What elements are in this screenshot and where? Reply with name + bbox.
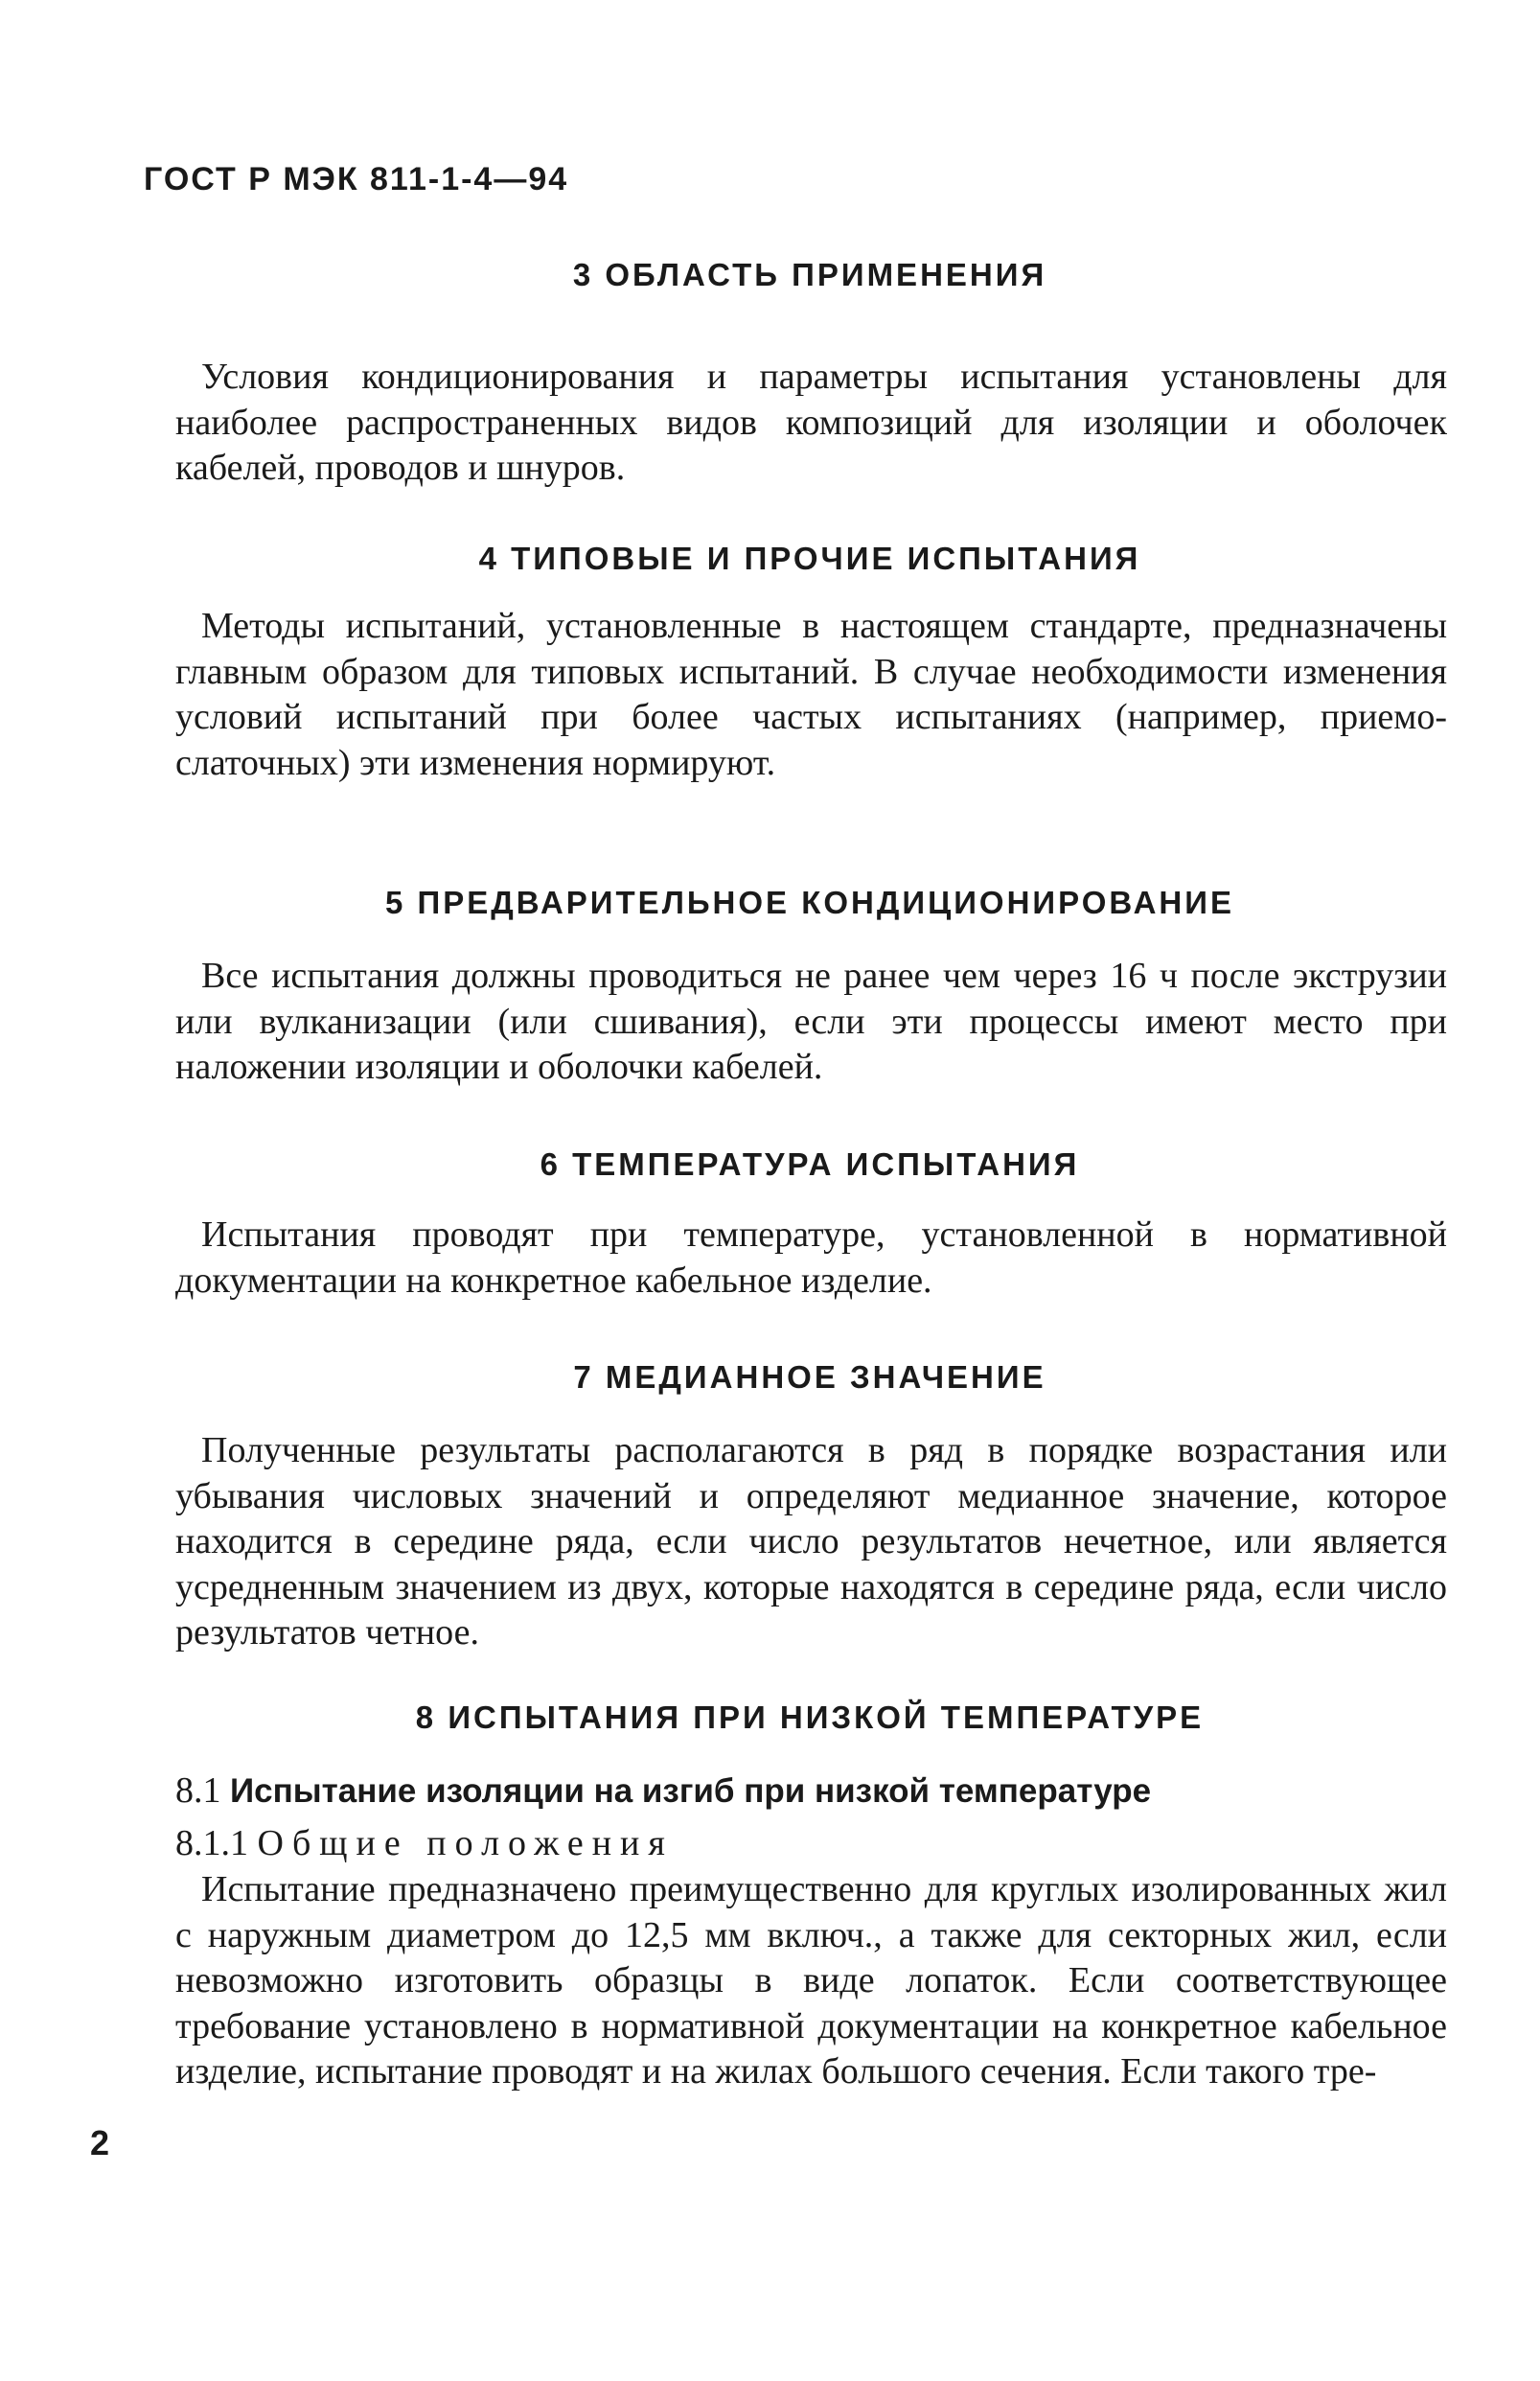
section-7-heading: 7 МЕДИАННОЕ ЗНАЧЕНИЕ [573, 1359, 1046, 1395]
section-5-heading: 5 ПРЕДВАРИТЕЛЬНОЕ КОНДИЦИОНИРОВАНИЕ [385, 885, 1234, 920]
page-number: 2 [90, 2123, 110, 2162]
clause-8-1-1-paragraph: Испытание предназначено преимущественно для круглых изолированных жил с наружным диаметром до 12,5 мм включ., а также для секторных жил, если невозможно изготовить образцы в виде лопаток. Если соответствующее требование установлено в нормативной документации на конкретное кабельное изделие, испытание проводят и на жилах большого сечения. Если такого тре- [175, 1869, 1447, 2092]
section-6-paragraph: Испытания проводят при температуре, установленной в нормативной документации на конкретное кабельное изделие. [175, 1214, 1447, 1301]
subsection-8-1 [175, 1768, 1479, 1814]
subsection-8-1-title: Испытание изоляции на изгиб при низкой температуре [230, 1772, 1152, 1810]
section-3-heading: 3 ОБЛАСТЬ ПРИМЕНЕНИЯ [572, 257, 1047, 292]
section-6-heading: 6 ТЕМПЕРАТУРА ИСПЫТАНИЯ [540, 1146, 1080, 1182]
standard-code-header: ГОСТ Р МЭК 811-1-4—94 [144, 161, 569, 197]
section-7-paragraph: Полученные результаты располагаются в ряд в порядке возрастания или убывания числовых значений и определяют медианное значение, которое находится в середине ряда, если число результатов нечетное, или является усредненным значением из двух, которые находятся в середине ряда, если число результатов четное. [175, 1430, 1447, 1653]
section-8-heading: 8 ИСПЫТАНИЯ ПРИ НИЗКОЙ ТЕМПЕРАТУРЕ [415, 1699, 1205, 1735]
clause-8-1-1-number: 8.1.1 [175, 1823, 248, 1863]
clause-8-1-1-title: Общие положения [257, 1823, 674, 1863]
section-3-paragraph: Условия кондиционирования и параметры испытания установлены для наиболее распространенных видов композиций для изоляции и оболочек кабелей, проводов и шнуров. [175, 357, 1447, 488]
subsection-8-1-number: 8.1 [175, 1770, 221, 1811]
section-4-paragraph: Методы испытаний, установленные в настоящем стандарте, предназначены главным образом для типовых испытаний. В случае необходимости изменения условий испытаний при более частых испытаниях (например, приемо-слаточных) эти изменения нормируют. [175, 606, 1447, 783]
section-5-paragraph: Все испытания должны проводиться не ранее чем через 16 ч после экструзии или вулканизации (или сшивания), если эти процессы имеют место при наложении изоляции и оболочки кабелей. [175, 956, 1447, 1087]
section-4-heading: 4 ТИПОВЫЕ И ПРОЧИЕ ИСПЫТАНИЯ [478, 541, 1141, 576]
clause-8-1-1-heading [175, 1821, 1479, 1866]
